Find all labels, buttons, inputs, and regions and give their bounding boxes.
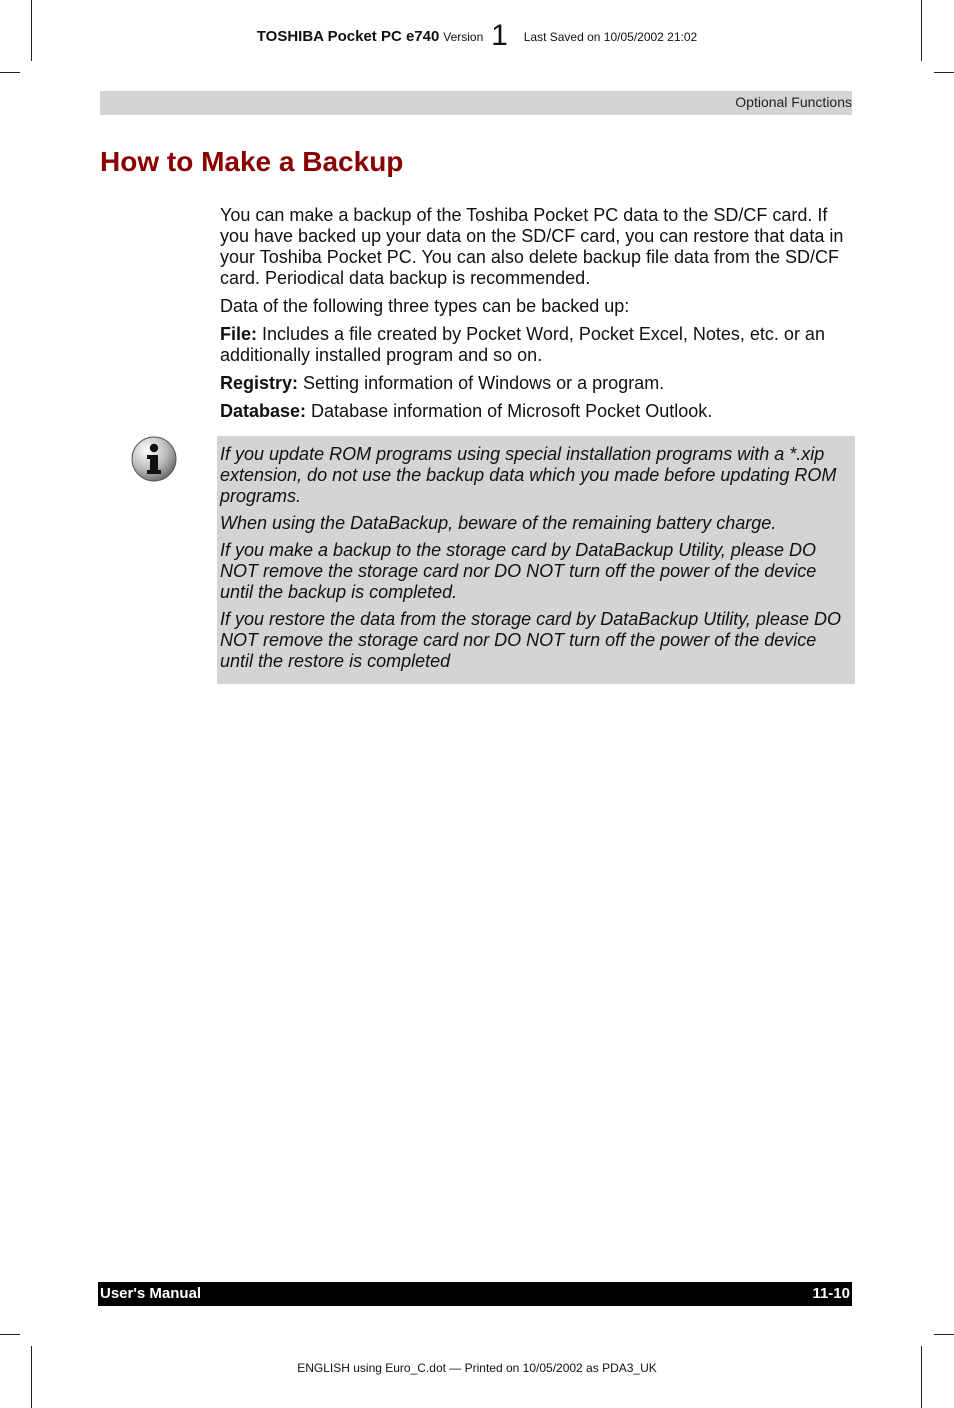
footer-band: [98, 1282, 852, 1306]
note-paragraph: If you make a backup to the storage card by DataBackup Utility, please DO NOT remove the storage card nor DO NOT turn off the power of the device until the backup is completed.: [220, 540, 817, 602]
backup-type-file: [220, 324, 852, 366]
version-label: Version: [443, 30, 484, 44]
crop-mark: [0, 72, 20, 73]
note-paragraph: If you update ROM programs using special installation programs with a *.xip extension, do not use the backup data which you made before updating ROM programs.: [220, 444, 837, 506]
last-saved: Last Saved on 10/05/2002 21:02: [523, 30, 698, 44]
manual-label: User's Manual: [100, 1285, 202, 1302]
note-paragraph: When using the DataBackup, beware of the remaining battery charge.: [220, 513, 777, 533]
info-icon: [131, 436, 177, 482]
type-term: File:: [220, 324, 258, 344]
version-number: 1: [491, 19, 508, 52]
page-title: How to Make a Backup: [100, 146, 404, 177]
print-meta-bottom: ENGLISH using Euro_C.dot — Printed on 10/05/2002 as PDA3_UK: [297, 1361, 657, 1375]
crop-mark: [934, 1334, 954, 1335]
intro-paragraph: You can make a backup of the Toshiba Pocket PC data to the SD/CF card. If you have backed up your data on the SD/CF card, you can restore that data in your Toshiba Pocket PC. You can also delete backup file data from the SD/CF card. Periodical data backup is recommended.: [220, 205, 844, 288]
type-term: Database:: [220, 401, 307, 421]
type-desc: Database information of Microsoft Pocket Outlook.: [306, 401, 713, 421]
type-desc: Setting information of Windows or a program.: [298, 373, 665, 393]
intro-paragraph: Data of the following three types can be backed up:: [220, 296, 630, 316]
crop-mark: [921, 1346, 922, 1408]
section-title: Optional Functions: [735, 94, 852, 110]
note-paragraph: If you restore the data from the storage card by DataBackup Utility, please DO NOT remove the storage card nor DO NOT turn off the power of the device until the restore is completed: [220, 609, 841, 671]
crop-mark: [0, 1334, 20, 1335]
backup-type-registry: [220, 373, 852, 394]
header-band: [100, 91, 852, 115]
backup-type-database: [220, 401, 852, 422]
note-box: [217, 436, 855, 684]
page-number: 11-10: [812, 1285, 850, 1302]
product-name: TOSHIBA Pocket PC e740: [256, 28, 440, 45]
type-desc: Includes a file created by Pocket Word, Pocket Excel, Notes, etc. or an additionally installed program and so on.: [220, 324, 825, 365]
crop-mark: [31, 1346, 32, 1408]
type-term: Registry:: [220, 373, 299, 393]
print-meta-top: [0, 19, 954, 53]
crop-mark: [934, 72, 954, 73]
body-text: [220, 205, 852, 429]
